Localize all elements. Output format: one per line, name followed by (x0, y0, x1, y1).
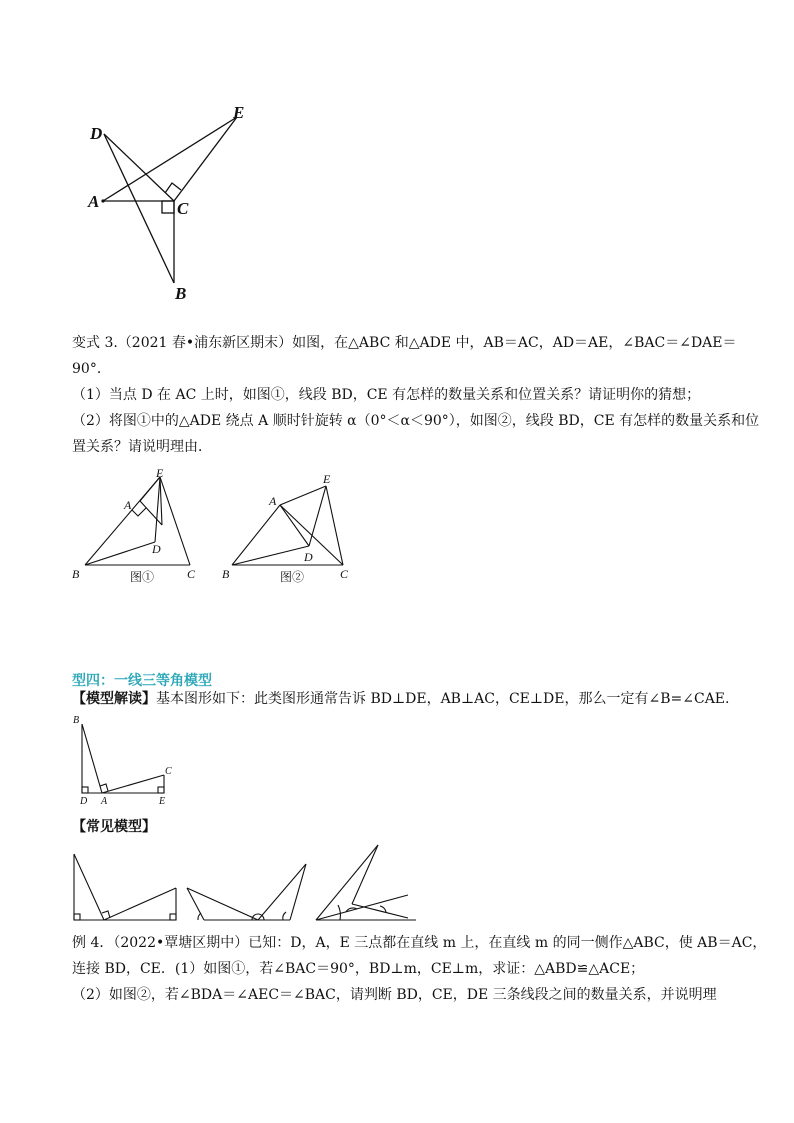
figure-variant3-right (218, 466, 358, 588)
example4-problem (72, 930, 767, 1008)
label-E: E (159, 796, 166, 807)
example4-line2: 连接 BD，CE．(1）如图①，若∠BAC＝90°，BD⊥m，CE⊥m，求证：△ABD≌△ACE； (72, 961, 645, 977)
label-E: E (233, 103, 245, 122)
label-D: D (304, 550, 313, 564)
figure-basic-model (70, 710, 180, 810)
variant3-problem (72, 330, 760, 460)
model-explanation (72, 686, 732, 712)
variant3-line1: 变式 3.（2021 春•浦东新区期末）如图，在△ABC 和△ADE 中，AB＝AC，AD＝AE，∠BAC＝∠DAE＝ (72, 335, 737, 351)
figure-caption-1: 图① (130, 570, 155, 584)
common-models (72, 814, 732, 840)
label-A: A (101, 796, 108, 807)
figure-caption-2: 图② (280, 570, 305, 584)
variant3-line2: 90°． (72, 361, 111, 377)
section-heading-type4: 型四：一线三等角模型 (72, 673, 212, 689)
label-B: B (73, 715, 80, 726)
example4-line1: 例 4．（2022•覃塘区期中）已知：D，A，E 三点都在直线 m 上，在直线 m 的同一侧作△ABC，使 AB＝AC， (72, 935, 767, 951)
label-C: C (340, 567, 349, 581)
label-E: E (156, 466, 164, 480)
variant3-question1: （1）当点 D 在 AC 上时，如图①，线段 BD，CE 有怎样的数量关系和位置关系？请证明你的猜想； (72, 387, 701, 403)
label-C: C (165, 766, 172, 777)
label-D: D (90, 124, 103, 143)
model-text: 基本图形如下：此类图形通常告诉 BD⊥DE，AB⊥AC，CE⊥DE，那么一定有∠B=∠CAE. (156, 691, 730, 707)
example4-line3: （2）如图②，若∠BDA＝∠AEC＝∠BAC，请判断 BD，CE，DE 三条线段之间的数量关系，并说明理 (72, 987, 717, 1003)
label-C: C (187, 567, 196, 581)
label-C: C (177, 199, 189, 218)
variant3-question2b: 置关系？请说明理由． (72, 439, 212, 455)
label-A: A (269, 494, 277, 508)
label-A: A (88, 192, 100, 211)
variant3-question2a: （2）将图①中的△ADE 绕点 A 顺时针旋转 α（0°＜α＜90°），如图②，线段 BD，CE 有怎样的数量关系和位 (72, 413, 760, 429)
label-A: A (124, 498, 132, 512)
label-B: B (72, 567, 80, 581)
label-D: D (80, 796, 88, 807)
figure-common-models (70, 838, 420, 926)
label-B: B (222, 567, 230, 581)
common-tag: 【常见模型】 (72, 819, 156, 835)
figure-rotated-triangles (80, 98, 260, 308)
model-tag: 【模型解读】 (72, 691, 156, 707)
label-B: B (175, 284, 187, 303)
figure-variant3-left (68, 462, 208, 588)
label-D: D (152, 542, 161, 556)
label-E: E (323, 472, 331, 486)
